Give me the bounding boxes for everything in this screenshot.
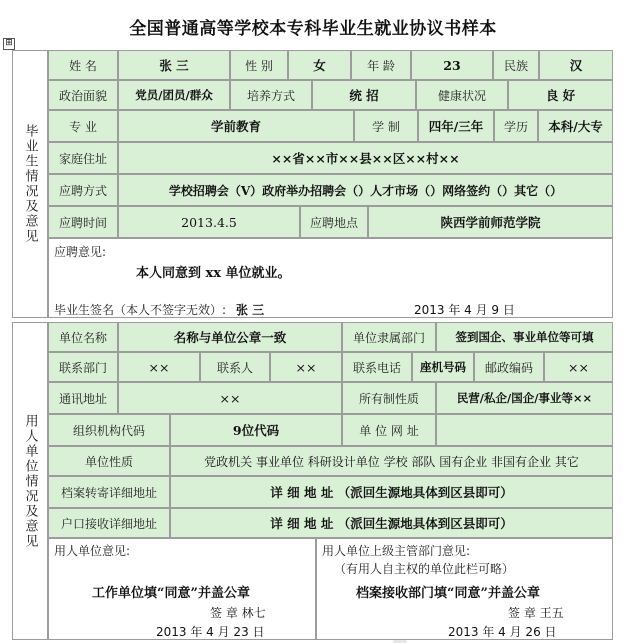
- phone-label: 联系电话: [342, 352, 412, 382]
- gender-label: 性 别: [230, 50, 288, 80]
- method-label: 应聘方式: [48, 174, 118, 206]
- address-value[interactable]: ××省××市××县××区××村××: [118, 142, 613, 174]
- phone-value[interactable]: 座机号码: [412, 352, 474, 382]
- zip-label: 邮政编码: [474, 352, 544, 382]
- contact-person-label: 联系人: [200, 352, 270, 382]
- unit-nature-label: 单位性质: [48, 446, 170, 476]
- hukou-address-value[interactable]: 详 细 地 址 （派回生源地具体到区县即可）: [170, 508, 613, 538]
- supervisor-date: 2013 年 4 月 26 日: [448, 625, 557, 639]
- unit-nature-options[interactable]: 党政机关 事业单位 科研设计单位 学校 部队 国有企业 非国有企业 其它: [170, 446, 613, 476]
- major-value[interactable]: 学前教育: [118, 110, 354, 142]
- affiliation-label: 单位隶属部门: [342, 322, 436, 352]
- mail-address-label: 通讯地址: [48, 382, 118, 414]
- health-value[interactable]: 良 好: [508, 80, 613, 110]
- contact-dept-label: 联系部门: [48, 352, 118, 382]
- ethnic-label: 民族: [493, 50, 539, 80]
- supervisor-opinion-text: 档案接收部门填“同意”并盖公章: [356, 586, 540, 601]
- system-value[interactable]: 四年/三年: [418, 110, 494, 142]
- signature-name: 张 三: [236, 303, 265, 317]
- contact-dept-value[interactable]: ××: [118, 352, 200, 382]
- unit-name-label: 单位名称: [48, 322, 118, 352]
- education-label: 学历: [494, 110, 538, 142]
- opinion-label: 应聘意见:: [54, 245, 107, 259]
- politics-value[interactable]: 党员/团员/群众: [118, 80, 230, 110]
- opinion-text: 本人同意到 xx 单位就业。: [136, 266, 291, 281]
- section-graduate-label: 毕业生情况及意见: [22, 124, 38, 244]
- mail-address-value[interactable]: ××: [118, 382, 342, 414]
- archive-address-label: 档案转寄详细地址: [48, 476, 170, 508]
- affiliation-value[interactable]: 签到国企、事业单位等可填: [436, 322, 613, 352]
- training-label: 培养方式: [230, 80, 312, 110]
- supervisor-seal: 签 章 王五: [508, 606, 564, 620]
- time-value[interactable]: 2013.4.5: [118, 206, 300, 238]
- place-label: 应聘地点: [300, 206, 368, 238]
- gender-value[interactable]: 女: [288, 50, 351, 80]
- signature-label: 毕业生签名（本人不签字无效）:: [54, 303, 227, 317]
- time-label: 应聘时间: [48, 206, 118, 238]
- name-label: 姓 名: [48, 50, 118, 80]
- zip-value[interactable]: ××: [544, 352, 613, 382]
- ownership-value[interactable]: 民营/私企/国企/事业等××: [436, 382, 613, 414]
- training-value[interactable]: 统 招: [312, 80, 416, 110]
- org-code-value[interactable]: 9位代码: [170, 414, 342, 446]
- ownership-label: 所有制性质: [342, 382, 436, 414]
- archive-address-value[interactable]: 详 细 地 址 （派回生源地具体到区县即可）: [170, 476, 613, 508]
- supervisor-opinion-note: （有用人自主权的单位此栏可略）: [334, 562, 515, 576]
- signature-date: 2013 年 4 月 9 日: [414, 303, 515, 317]
- place-value[interactable]: 陕西学前师范学院: [368, 206, 613, 238]
- section-employer-side: [12, 322, 48, 640]
- org-code-label: 组织机构代码: [48, 414, 170, 446]
- employer-opinion-label: 用人单位意见:: [54, 544, 131, 558]
- politics-label: 政治面貌: [48, 80, 118, 110]
- employer-seal: 签 章 林七: [210, 606, 266, 620]
- name-value[interactable]: 张 三: [118, 50, 230, 80]
- method-value[interactable]: 学校招聘会（V）政府举办招聘会（）人才市场（）网络签约（）其它（）: [118, 174, 613, 206]
- website-label: 单 位 网 址: [342, 414, 436, 446]
- section-graduate-side: [12, 50, 48, 318]
- health-label: 健康状况: [416, 80, 508, 110]
- address-label: 家庭住址: [48, 142, 118, 174]
- employer-date: 2013 年 4 月 23 日: [156, 625, 265, 639]
- ethnic-value[interactable]: 汉: [539, 50, 613, 80]
- section-employer-label: 用人单位情况及意见: [22, 413, 38, 549]
- contact-person-value[interactable]: ××: [270, 352, 342, 382]
- age-label: 年 龄: [351, 50, 411, 80]
- employer-opinion-text: 工作单位填“同意”并盖公章: [92, 586, 250, 601]
- supervisor-opinion-label: 用人单位上级主管部门意见:: [322, 544, 471, 558]
- document-title: 全国普通高等学校本专科毕业生就业协议书样本: [129, 19, 497, 39]
- major-label: 专 业: [48, 110, 118, 142]
- table-move-handle-icon[interactable]: ⊞: [3, 38, 15, 50]
- hukou-address-label: 户口接收详细地址: [48, 508, 170, 538]
- unit-name-value[interactable]: 名称与单位公章一致: [118, 322, 342, 352]
- age-value[interactable]: 23: [411, 50, 493, 80]
- website-value[interactable]: [436, 414, 613, 446]
- system-label: 学 制: [354, 110, 418, 142]
- education-value[interactable]: 本科/大专: [538, 110, 613, 142]
